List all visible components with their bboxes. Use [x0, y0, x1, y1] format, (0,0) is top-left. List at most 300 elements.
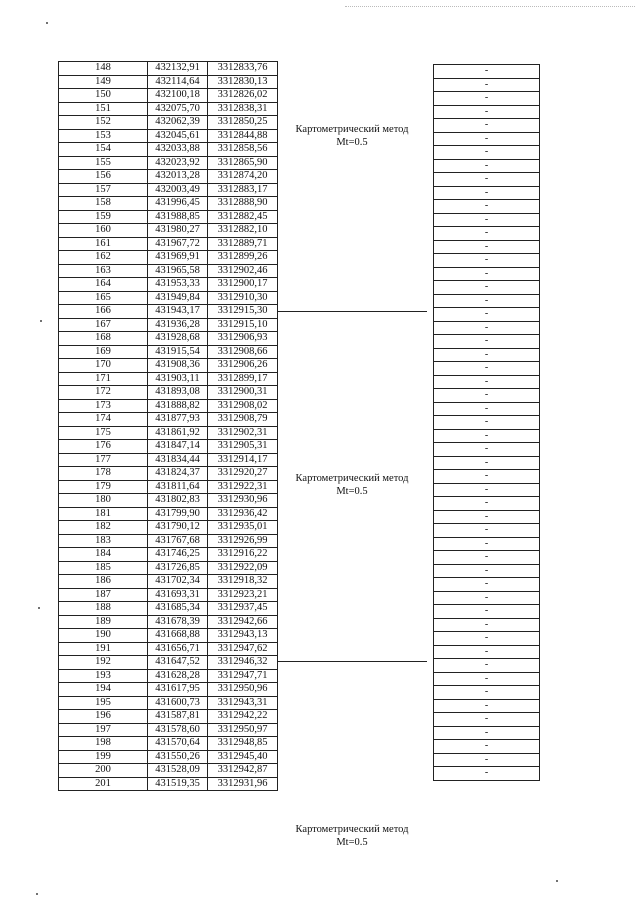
- y-coordinate-cell: 3312942,87: [208, 764, 278, 778]
- method-name: Картометрический метод: [295, 473, 409, 484]
- dash-cell: -: [434, 510, 540, 524]
- dash-row: [434, 699, 540, 713]
- dash-row: [434, 92, 540, 106]
- dash-row: [434, 281, 540, 295]
- method-accuracy: Mt=0.5: [336, 137, 368, 148]
- table-row: [59, 143, 278, 157]
- x-coordinate-cell: 431928,68: [148, 332, 208, 346]
- point-number-cell: 196: [59, 710, 148, 724]
- point-number-cell: 195: [59, 696, 148, 710]
- point-number-cell: 186: [59, 575, 148, 589]
- table-row: [59, 75, 278, 89]
- table-row: [59, 183, 278, 197]
- dash-row: [434, 254, 540, 268]
- y-coordinate-cell: 3312950,96: [208, 683, 278, 697]
- dash-cell: -: [434, 78, 540, 92]
- x-coordinate-cell: 431953,33: [148, 278, 208, 292]
- point-number-cell: 191: [59, 642, 148, 656]
- table-row: [59, 507, 278, 521]
- x-coordinate-cell: 431767,68: [148, 534, 208, 548]
- x-coordinate-cell: 432013,28: [148, 170, 208, 184]
- y-coordinate-cell: 3312915,30: [208, 305, 278, 319]
- dash-row: [434, 605, 540, 619]
- dash-cell: -: [434, 375, 540, 389]
- y-coordinate-cell: 3312882,10: [208, 224, 278, 238]
- dash-cell: -: [434, 605, 540, 619]
- y-coordinate-cell: 3312942,66: [208, 615, 278, 629]
- dash-cell: -: [434, 119, 540, 133]
- table-row: [59, 116, 278, 130]
- dash-cell: -: [434, 402, 540, 416]
- y-coordinate-cell: 3312908,02: [208, 399, 278, 413]
- dash-cell: -: [434, 699, 540, 713]
- dash-row: [434, 308, 540, 322]
- dash-cell: -: [434, 173, 540, 187]
- point-number-cell: 165: [59, 291, 148, 305]
- point-number-cell: 199: [59, 750, 148, 764]
- table-row: [59, 102, 278, 116]
- point-number-cell: 167: [59, 318, 148, 332]
- point-number-cell: 175: [59, 426, 148, 440]
- table-row: [59, 237, 278, 251]
- x-coordinate-cell: 431936,28: [148, 318, 208, 332]
- point-number-cell: 154: [59, 143, 148, 157]
- y-coordinate-cell: 3312916,22: [208, 548, 278, 562]
- y-coordinate-cell: 3312942,22: [208, 710, 278, 724]
- table-row: [59, 467, 278, 481]
- dash-cell: -: [434, 362, 540, 376]
- dash-column-body: [434, 65, 540, 781]
- point-number-cell: 183: [59, 534, 148, 548]
- point-number-cell: 164: [59, 278, 148, 292]
- table-row: [59, 548, 278, 562]
- point-number-cell: 157: [59, 183, 148, 197]
- table-row: [59, 642, 278, 656]
- dash-cell: -: [434, 294, 540, 308]
- x-coordinate-cell: 431811,64: [148, 480, 208, 494]
- x-coordinate-cell: 431647,52: [148, 656, 208, 670]
- point-number-cell: 184: [59, 548, 148, 562]
- x-coordinate-cell: 431693,31: [148, 588, 208, 602]
- dash-row: [434, 753, 540, 767]
- dash-row: [434, 213, 540, 227]
- point-number-cell: 158: [59, 197, 148, 211]
- dash-cell: -: [434, 335, 540, 349]
- table-row: [59, 561, 278, 575]
- x-coordinate-cell: 431893,08: [148, 386, 208, 400]
- dash-row: [434, 632, 540, 646]
- table-row: [59, 534, 278, 548]
- point-number-cell: 162: [59, 251, 148, 265]
- dash-cell: -: [434, 551, 540, 565]
- table-row: [59, 386, 278, 400]
- point-number-cell: 188: [59, 602, 148, 616]
- x-coordinate-cell: 431685,34: [148, 602, 208, 616]
- x-coordinate-cell: 431988,85: [148, 210, 208, 224]
- y-coordinate-cell: 3312902,31: [208, 426, 278, 440]
- point-number-cell: 190: [59, 629, 148, 643]
- dash-cell: -: [434, 105, 540, 119]
- x-coordinate-cell: 431996,45: [148, 197, 208, 211]
- scan-speck: [38, 607, 40, 609]
- y-coordinate-cell: 3312906,93: [208, 332, 278, 346]
- table-row: [59, 278, 278, 292]
- dash-cell: -: [434, 159, 540, 173]
- y-coordinate-cell: 3312850,25: [208, 116, 278, 130]
- x-coordinate-cell: 431915,54: [148, 345, 208, 359]
- dash-row: [434, 443, 540, 457]
- y-coordinate-cell: 3312882,45: [208, 210, 278, 224]
- x-coordinate-cell: 431528,09: [148, 764, 208, 778]
- table-row: [59, 89, 278, 103]
- method-accuracy: Mt=0.5: [336, 486, 368, 497]
- y-coordinate-cell: 3312900,31: [208, 386, 278, 400]
- dash-cell: -: [434, 659, 540, 673]
- dash-row: [434, 470, 540, 484]
- point-number-cell: 187: [59, 588, 148, 602]
- dash-cell: -: [434, 740, 540, 754]
- dash-cell: -: [434, 227, 540, 241]
- scan-speck: [556, 880, 558, 882]
- table-row: [59, 156, 278, 170]
- x-coordinate-cell: 431969,91: [148, 251, 208, 265]
- point-number-cell: 185: [59, 561, 148, 575]
- table-row: [59, 669, 278, 683]
- dash-row: [434, 416, 540, 430]
- point-number-cell: 159: [59, 210, 148, 224]
- x-coordinate-cell: 431702,34: [148, 575, 208, 589]
- dash-cell: -: [434, 281, 540, 295]
- table-row: [59, 440, 278, 454]
- y-coordinate-cell: 3312930,96: [208, 494, 278, 508]
- table-row: [59, 737, 278, 751]
- table-row: [59, 480, 278, 494]
- y-coordinate-cell: 3312888,90: [208, 197, 278, 211]
- dash-cell: -: [434, 267, 540, 281]
- table-row: [59, 696, 278, 710]
- table-row: [59, 399, 278, 413]
- y-coordinate-cell: 3312918,32: [208, 575, 278, 589]
- y-coordinate-cell: 3312874,20: [208, 170, 278, 184]
- y-coordinate-cell: 3312908,79: [208, 413, 278, 427]
- x-coordinate-cell: 431656,71: [148, 642, 208, 656]
- point-number-cell: 181: [59, 507, 148, 521]
- dash-row: [434, 267, 540, 281]
- dash-row: [434, 767, 540, 781]
- dash-cell: -: [434, 591, 540, 605]
- point-number-cell: 180: [59, 494, 148, 508]
- dash-row: [434, 497, 540, 511]
- dash-row: [434, 537, 540, 551]
- x-coordinate-cell: 431790,12: [148, 521, 208, 535]
- table-row: [59, 264, 278, 278]
- table-row: [59, 197, 278, 211]
- x-coordinate-cell: 431726,85: [148, 561, 208, 575]
- table-row: [59, 129, 278, 143]
- table-row: [59, 494, 278, 508]
- table-row: [59, 210, 278, 224]
- point-number-cell: 156: [59, 170, 148, 184]
- dash-cell: -: [434, 524, 540, 538]
- point-number-cell: 197: [59, 723, 148, 737]
- y-coordinate-cell: 3312920,27: [208, 467, 278, 481]
- dash-row: [434, 591, 540, 605]
- table-row: [59, 453, 278, 467]
- y-coordinate-cell: 3312946,32: [208, 656, 278, 670]
- dash-row: [434, 429, 540, 443]
- table-row: [59, 588, 278, 602]
- dash-cell: -: [434, 456, 540, 470]
- point-number-cell: 194: [59, 683, 148, 697]
- x-coordinate-cell: 431668,88: [148, 629, 208, 643]
- point-number-cell: 148: [59, 62, 148, 76]
- dash-cell: -: [434, 578, 540, 592]
- point-number-cell: 160: [59, 224, 148, 238]
- x-coordinate-cell: 431824,37: [148, 467, 208, 481]
- x-coordinate-cell: 432100,18: [148, 89, 208, 103]
- table-row: [59, 372, 278, 386]
- dash-row: [434, 335, 540, 349]
- point-number-cell: 151: [59, 102, 148, 116]
- table-row: [59, 359, 278, 373]
- dash-row: [434, 105, 540, 119]
- table-row: [59, 426, 278, 440]
- dash-cell: -: [434, 470, 540, 484]
- x-coordinate-cell: 431903,11: [148, 372, 208, 386]
- table-row: [59, 750, 278, 764]
- dash-cell: -: [434, 483, 540, 497]
- x-coordinate-cell: 431570,64: [148, 737, 208, 751]
- method-label-group-1: [277, 123, 427, 149]
- y-coordinate-cell: 3312936,42: [208, 507, 278, 521]
- dash-cell: -: [434, 308, 540, 322]
- x-coordinate-cell: 431587,81: [148, 710, 208, 724]
- y-coordinate-cell: 3312899,17: [208, 372, 278, 386]
- table-row: [59, 224, 278, 238]
- point-number-cell: 166: [59, 305, 148, 319]
- dash-cell: -: [434, 146, 540, 160]
- dash-row: [434, 713, 540, 727]
- dash-cell: -: [434, 753, 540, 767]
- point-number-cell: 201: [59, 777, 148, 791]
- method-name: Картометрический метод: [295, 824, 409, 835]
- point-number-cell: 149: [59, 75, 148, 89]
- table-row: [59, 777, 278, 791]
- dash-row: [434, 524, 540, 538]
- dash-cell: -: [434, 767, 540, 781]
- method-label-group-3: [277, 823, 427, 849]
- point-number-cell: 179: [59, 480, 148, 494]
- y-coordinate-cell: 3312945,40: [208, 750, 278, 764]
- dash-row: [434, 389, 540, 403]
- method-group-divider: [277, 311, 427, 312]
- point-number-cell: 178: [59, 467, 148, 481]
- y-coordinate-cell: 3312947,71: [208, 669, 278, 683]
- y-coordinate-cell: 3312883,17: [208, 183, 278, 197]
- dash-row: [434, 564, 540, 578]
- dash-cell: -: [434, 132, 540, 146]
- dash-row: [434, 119, 540, 133]
- y-coordinate-cell: 3312931,96: [208, 777, 278, 791]
- table-row: [59, 413, 278, 427]
- dash-cell: -: [434, 92, 540, 106]
- point-number-cell: 171: [59, 372, 148, 386]
- dash-row: [434, 227, 540, 241]
- dash-column-table: [433, 64, 540, 781]
- y-coordinate-cell: 3312889,71: [208, 237, 278, 251]
- table-row: [59, 710, 278, 724]
- table-row: [59, 629, 278, 643]
- x-coordinate-cell: 432062,39: [148, 116, 208, 130]
- table-row: [59, 723, 278, 737]
- point-number-cell: 176: [59, 440, 148, 454]
- table-row: [59, 251, 278, 265]
- dash-cell: -: [434, 416, 540, 430]
- y-coordinate-cell: 3312906,26: [208, 359, 278, 373]
- x-coordinate-cell: 431949,84: [148, 291, 208, 305]
- y-coordinate-cell: 3312858,56: [208, 143, 278, 157]
- scan-speck: [36, 893, 38, 895]
- y-coordinate-cell: 3312833,76: [208, 62, 278, 76]
- point-number-cell: 152: [59, 116, 148, 130]
- dash-cell: -: [434, 213, 540, 227]
- y-coordinate-cell: 3312935,01: [208, 521, 278, 535]
- dash-row: [434, 65, 540, 79]
- point-number-cell: 153: [59, 129, 148, 143]
- y-coordinate-cell: 3312908,66: [208, 345, 278, 359]
- dash-cell: -: [434, 240, 540, 254]
- x-coordinate-cell: 431578,60: [148, 723, 208, 737]
- y-coordinate-cell: 3312943,13: [208, 629, 278, 643]
- dash-row: [434, 321, 540, 335]
- x-coordinate-cell: 431861,92: [148, 426, 208, 440]
- table-row: [59, 318, 278, 332]
- dash-cell: -: [434, 389, 540, 403]
- point-number-cell: 173: [59, 399, 148, 413]
- x-coordinate-cell: 431834,44: [148, 453, 208, 467]
- x-coordinate-cell: 431965,58: [148, 264, 208, 278]
- dash-cell: -: [434, 321, 540, 335]
- scan-artifact-line: [345, 6, 635, 7]
- dash-row: [434, 294, 540, 308]
- dash-cell: -: [434, 713, 540, 727]
- dash-row: [434, 146, 540, 160]
- dash-cell: -: [434, 348, 540, 362]
- y-coordinate-cell: 3312914,17: [208, 453, 278, 467]
- dash-row: [434, 618, 540, 632]
- method-name: Картометрический метод: [295, 124, 409, 135]
- scan-speck: [40, 320, 42, 322]
- table-row: [59, 345, 278, 359]
- x-coordinate-cell: 431746,25: [148, 548, 208, 562]
- method-group-divider: [277, 661, 427, 662]
- point-number-cell: 193: [59, 669, 148, 683]
- dash-row: [434, 578, 540, 592]
- x-coordinate-cell: 431908,36: [148, 359, 208, 373]
- dash-row: [434, 240, 540, 254]
- x-coordinate-cell: 431519,35: [148, 777, 208, 791]
- y-coordinate-cell: 3312900,17: [208, 278, 278, 292]
- y-coordinate-cell: 3312910,30: [208, 291, 278, 305]
- point-number-cell: 192: [59, 656, 148, 670]
- y-coordinate-cell: 3312838,31: [208, 102, 278, 116]
- dash-row: [434, 726, 540, 740]
- table-row: [59, 521, 278, 535]
- x-coordinate-cell: 431600,73: [148, 696, 208, 710]
- y-coordinate-cell: 3312926,99: [208, 534, 278, 548]
- y-coordinate-cell: 3312902,46: [208, 264, 278, 278]
- table-row: [59, 332, 278, 346]
- coordinates-table: [58, 61, 278, 791]
- x-coordinate-cell: 431802,83: [148, 494, 208, 508]
- point-number-cell: 161: [59, 237, 148, 251]
- scan-speck: [46, 22, 48, 24]
- point-number-cell: 155: [59, 156, 148, 170]
- dash-row: [434, 686, 540, 700]
- dash-row: [434, 510, 540, 524]
- y-coordinate-cell: 3312922,09: [208, 561, 278, 575]
- dash-cell: -: [434, 726, 540, 740]
- x-coordinate-cell: 431799,90: [148, 507, 208, 521]
- point-number-cell: 168: [59, 332, 148, 346]
- table-row: [59, 656, 278, 670]
- point-number-cell: 182: [59, 521, 148, 535]
- y-coordinate-cell: 3312830,13: [208, 75, 278, 89]
- table-row: [59, 62, 278, 76]
- y-coordinate-cell: 3312826,02: [208, 89, 278, 103]
- dash-cell: -: [434, 672, 540, 686]
- x-coordinate-cell: 432075,70: [148, 102, 208, 116]
- coordinates-table-body: [59, 62, 278, 791]
- dash-cell: -: [434, 632, 540, 646]
- table-row: [59, 683, 278, 697]
- point-number-cell: 174: [59, 413, 148, 427]
- x-coordinate-cell: 432033,88: [148, 143, 208, 157]
- dash-cell: -: [434, 443, 540, 457]
- y-coordinate-cell: 3312922,31: [208, 480, 278, 494]
- x-coordinate-cell: 431980,27: [148, 224, 208, 238]
- method-accuracy: Mt=0.5: [336, 837, 368, 848]
- dash-cell: -: [434, 497, 540, 511]
- x-coordinate-cell: 431617,95: [148, 683, 208, 697]
- point-number-cell: 172: [59, 386, 148, 400]
- point-number-cell: 189: [59, 615, 148, 629]
- y-coordinate-cell: 3312943,31: [208, 696, 278, 710]
- table-row: [59, 305, 278, 319]
- dash-row: [434, 659, 540, 673]
- dash-row: [434, 402, 540, 416]
- table-row: [59, 615, 278, 629]
- method-column: [277, 61, 427, 849]
- dash-cell: -: [434, 686, 540, 700]
- x-coordinate-cell: 432114,64: [148, 75, 208, 89]
- dash-row: [434, 740, 540, 754]
- y-coordinate-cell: 3312905,31: [208, 440, 278, 454]
- y-coordinate-cell: 3312948,85: [208, 737, 278, 751]
- dash-row: [434, 362, 540, 376]
- dash-row: [434, 672, 540, 686]
- dash-row: [434, 645, 540, 659]
- dash-cell: -: [434, 186, 540, 200]
- x-coordinate-cell: 432132,91: [148, 62, 208, 76]
- point-number-cell: 163: [59, 264, 148, 278]
- table-row: [59, 575, 278, 589]
- x-coordinate-cell: 431628,28: [148, 669, 208, 683]
- point-number-cell: 170: [59, 359, 148, 373]
- point-number-cell: 169: [59, 345, 148, 359]
- dash-row: [434, 186, 540, 200]
- dash-row: [434, 483, 540, 497]
